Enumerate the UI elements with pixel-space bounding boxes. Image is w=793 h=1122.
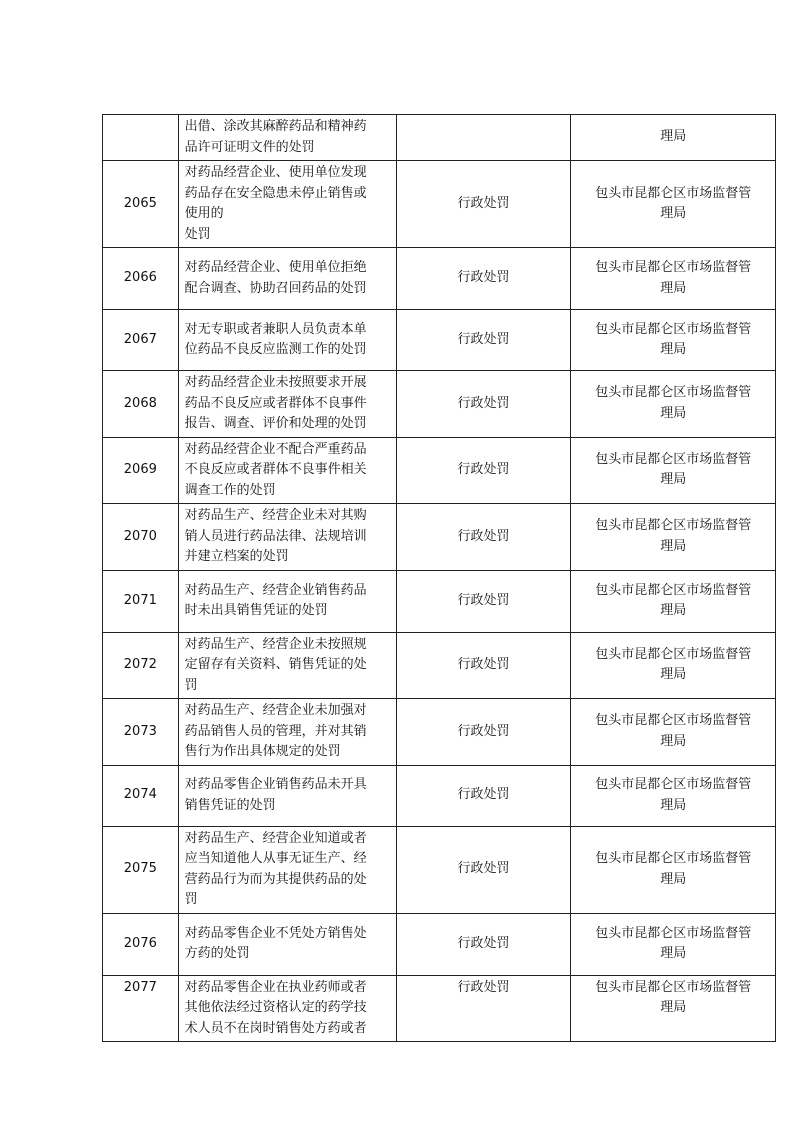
department-line: 包头市昆都仑区市场监督管 <box>595 385 752 401</box>
item-name-cell <box>178 826 396 913</box>
department-line: 包头市昆都仑区市场监督管 <box>595 321 752 337</box>
row-number: 2066 <box>103 248 179 310</box>
department-cell <box>571 437 776 504</box>
department-cell <box>571 310 776 371</box>
department-line: 包头市昆都仑区市场监督管 <box>595 979 752 995</box>
item-type-cell: 行政处罚 <box>396 248 571 310</box>
department-line: 理局 <box>660 667 687 683</box>
row-number: 2073 <box>103 699 179 766</box>
item-type-cell <box>396 115 571 161</box>
department-line: 理局 <box>660 538 687 554</box>
item-name-line: 罚 <box>184 892 198 907</box>
table-row <box>103 570 776 632</box>
item-name-line: 报告、调查、评价和处理的处罚 <box>184 416 367 431</box>
item-type-cell: 行政处罚 <box>396 570 571 632</box>
row-number: 2071 <box>103 570 179 632</box>
item-name-line: 应当知道他人从事无证生产、经 <box>184 851 367 866</box>
department-line: 包头市昆都仑区市场监督管 <box>595 646 752 662</box>
department-line: 理局 <box>660 405 687 421</box>
item-name-line: 罚 <box>184 677 198 693</box>
row-number: 2077 <box>103 975 179 1042</box>
item-name-cell <box>178 975 396 1042</box>
item-name-line: 营药品行为而为其提供药品的处 <box>184 871 367 887</box>
item-name-cell <box>178 765 396 826</box>
item-name-line: 销人员进行药品法律、法规培训 <box>184 528 367 544</box>
row-number <box>103 115 179 161</box>
item-name-cell <box>178 371 396 438</box>
item-name-line: 方药的处罚 <box>184 946 250 961</box>
department-line: 理局 <box>660 472 687 488</box>
department-line: 包头市昆都仑区市场监督管 <box>595 185 752 201</box>
item-name-line: 对药品经营企业不配合严重药品 <box>184 441 367 457</box>
table-row <box>103 310 776 371</box>
department-cell <box>571 765 776 826</box>
department-cell <box>571 371 776 438</box>
department-line: 理局 <box>660 733 687 749</box>
item-name-line: 术人员不在岗时销售处方药或者 <box>184 1020 367 1036</box>
department-line: 包头市昆都仑区市场监督管 <box>595 851 752 866</box>
item-name-line: 售行为作出具体规定的处罚 <box>184 744 341 759</box>
department-cell <box>571 975 776 1042</box>
table-row <box>103 504 776 571</box>
row-number: 2070 <box>103 504 179 571</box>
item-name-line: 对药品经营企业未按照要求开展 <box>184 375 367 390</box>
item-name-line: 对药品生产、经营企业未对其购 <box>184 508 367 523</box>
item-type-cell: 行政处罚 <box>396 765 571 826</box>
item-name-cell <box>178 632 396 699</box>
department-line: 包头市昆都仑区市场监督管 <box>595 582 752 598</box>
table-row <box>103 371 776 438</box>
item-name-cell <box>178 161 396 248</box>
item-name-cell <box>178 115 396 161</box>
table-row <box>103 975 776 1042</box>
item-type-cell: 行政处罚 <box>396 310 571 371</box>
table-row <box>103 248 776 310</box>
item-name-line: 位药品不良反应监测工作的处罚 <box>184 342 367 357</box>
department-line: 理局 <box>660 603 687 618</box>
table-row <box>103 161 776 248</box>
item-name-line: 对药品生产、经营企业未加强对 <box>184 703 367 718</box>
item-type-cell: 行政处罚 <box>396 504 571 571</box>
table-row <box>103 699 776 766</box>
item-name-line: 药品销售人员的管理，并对其销 <box>184 723 367 739</box>
item-name-line: 对药品零售企业不凭处方销售处 <box>184 925 367 941</box>
item-type-cell: 行政处罚 <box>396 371 571 438</box>
item-name-line: 对药品生产、经营企业销售药品 <box>184 582 367 598</box>
table-row <box>103 632 776 699</box>
department-line: 包头市昆都仑区市场监督管 <box>595 260 752 275</box>
item-type-cell: 行政处罚 <box>396 632 571 699</box>
item-name-line: 出借、涂改其麻醉药品和精神药 <box>184 119 367 134</box>
item-name-cell <box>178 310 396 371</box>
department-cell <box>571 504 776 571</box>
row-number: 2076 <box>103 913 179 975</box>
item-name-line: 品许可证明文件的处罚 <box>184 139 315 155</box>
item-name-line: 对药品生产、经营企业未按照规 <box>184 636 367 652</box>
department-cell <box>571 913 776 975</box>
item-name-line: 对药品零售企业在执业药师或者 <box>184 979 367 995</box>
item-name-line: 销售凭证的处罚 <box>184 797 276 813</box>
item-name-line: 药品不良反应或者群体不良事件 <box>184 395 367 411</box>
department-line: 包头市昆都仑区市场监督管 <box>595 713 752 729</box>
department-cell <box>571 115 776 161</box>
row-number: 2074 <box>103 765 179 826</box>
table-row <box>103 913 776 975</box>
row-number: 2067 <box>103 310 179 371</box>
department-line: 理局 <box>660 871 687 887</box>
department-line: 理局 <box>660 946 687 961</box>
item-name-line: 对药品经营企业、使用单位拒绝 <box>184 260 367 275</box>
item-name-cell <box>178 248 396 310</box>
item-name-line: 对药品生产、经营企业知道或者 <box>184 830 367 846</box>
item-type-cell: 行政处罚 <box>396 826 571 913</box>
department-line: 理局 <box>660 1000 687 1015</box>
department-cell <box>571 826 776 913</box>
table-row <box>103 826 776 913</box>
item-name-cell <box>178 437 396 504</box>
row-number: 2065 <box>103 161 179 248</box>
department-line: 包头市昆都仑区市场监督管 <box>595 451 752 467</box>
penalty-table <box>102 114 776 1042</box>
item-type-cell: 行政处罚 <box>396 161 571 248</box>
department-line: 理局 <box>660 342 687 357</box>
table-row <box>103 437 776 504</box>
item-name-line: 药品存在安全隐患未停止销售或 <box>184 185 367 201</box>
row-number: 2075 <box>103 826 179 913</box>
item-name-line: 并建立档案的处罚 <box>184 549 289 564</box>
department-line: 包头市昆都仑区市场监督管 <box>595 518 752 534</box>
department-cell <box>571 570 776 632</box>
item-type-cell: 行政处罚 <box>396 437 571 504</box>
row-number: 2069 <box>103 437 179 504</box>
item-name-line: 对药品经营企业、使用单位发现 <box>184 165 367 180</box>
department-line: 理局 <box>660 797 687 813</box>
item-name-line: 对药品零售企业销售药品未开具 <box>184 777 367 792</box>
department-line: 包头市昆都仑区市场监督管 <box>595 777 752 792</box>
item-name-line: 使用的 <box>184 206 224 221</box>
row-number: 2072 <box>103 632 179 699</box>
item-name-line: 配合调查、协助召回药品的处罚 <box>184 280 367 296</box>
item-name-line: 对无专职或者兼职人员负责本单 <box>184 321 367 337</box>
item-name-line: 调查工作的处罚 <box>184 482 276 498</box>
department-cell <box>571 161 776 248</box>
department-line: 理局 <box>660 280 687 296</box>
table-body <box>103 115 776 1042</box>
row-number: 2068 <box>103 371 179 438</box>
item-name-cell <box>178 504 396 571</box>
department-line: 理局 <box>660 129 687 145</box>
item-name-cell <box>178 570 396 632</box>
item-name-line: 处罚 <box>184 226 211 242</box>
item-name-line: 不良反应或者群体不良事件相关 <box>184 462 367 477</box>
item-name-cell <box>178 699 396 766</box>
department-cell <box>571 248 776 310</box>
item-name-line: 时未出具销售凭证的处罚 <box>184 603 328 618</box>
item-name-line: 定留存有关资料、销售凭证的处 <box>184 657 367 672</box>
department-line: 理局 <box>660 206 687 221</box>
department-cell <box>571 632 776 699</box>
item-type-cell: 行政处罚 <box>396 699 571 766</box>
item-name-cell <box>178 913 396 975</box>
table-row <box>103 115 776 161</box>
item-type-cell: 行政处罚 <box>396 913 571 975</box>
table-row <box>103 765 776 826</box>
department-cell <box>571 699 776 766</box>
department-line: 包头市昆都仑区市场监督管 <box>595 925 752 941</box>
item-type-cell: 行政处罚 <box>396 975 571 1042</box>
item-name-line: 其他依法经过资格认定的药学技 <box>184 1000 367 1015</box>
